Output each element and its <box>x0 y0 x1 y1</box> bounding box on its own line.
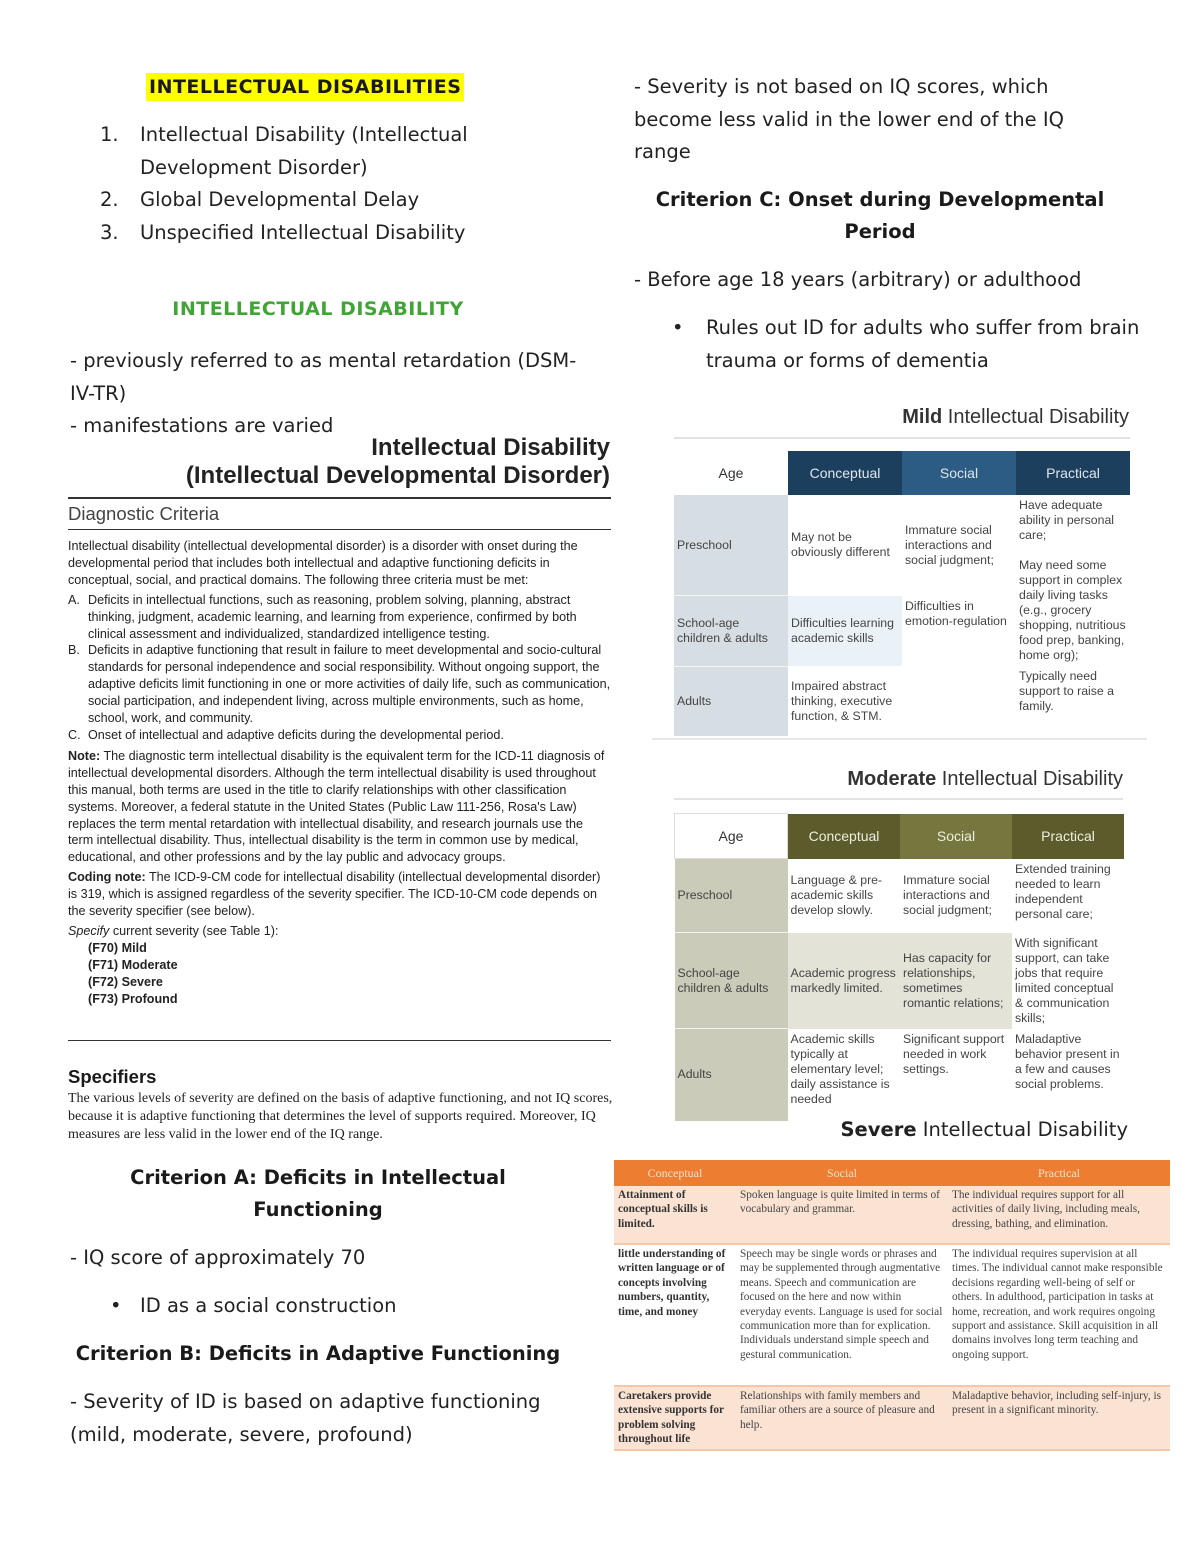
table-header: Practical <box>948 1160 1170 1186</box>
dsm-subtitle: Diagnostic Criteria <box>68 503 220 524</box>
table-cell: Impaired abstract thinking, executive function, & STM. <box>788 666 902 736</box>
divider <box>652 738 1147 740</box>
divider <box>674 798 1123 800</box>
table-cell: Has capacity for relationships, sometimes romantic relations; <box>900 933 1012 1029</box>
dsm-intro: Intellectual disability (intellectual developmental disorder) is a disorder with onset during the developmental period that includes both intellectual and adaptive functioning deficits in conceptual, social, and practical domains. The following three criteria must be met: <box>68 539 578 587</box>
table-cell: Difficulties in emotion-regulation <box>902 596 1016 666</box>
document-title: INTELLECTUAL DISABILITIES <box>146 73 464 101</box>
table-cell: Relationships with family members and familiar others are a source of pleasure and help. <box>736 1386 948 1450</box>
table-cell: School-age children & adults <box>674 596 788 666</box>
moderate-table <box>674 813 1124 1121</box>
table-cell: Academic progress markedly limited. <box>788 933 901 1029</box>
table-header: Conceptual <box>788 814 901 859</box>
table-cell: Adults <box>675 1029 788 1121</box>
divider <box>68 1040 611 1041</box>
table-header: Age <box>675 814 788 859</box>
specifiers-text: The various levels of severity are defined on the basis of adaptive functioning, and not IQ scores, because it is adaptive functioning that determines the level of supports required. Moreover, IQ measures are less valid in the lower end of the IQ range. <box>68 1091 613 1142</box>
divider <box>68 497 611 499</box>
criterion-b-heading: Criterion B: Deficits in Adaptive Functioning <box>75 1342 561 1365</box>
note-text: - manifestations are varied <box>70 414 334 437</box>
mild-table <box>674 451 1130 736</box>
severity-code: (F73) Profound <box>88 991 178 1006</box>
criterion-b: B. Deficits in adaptive functioning that result in failure to meet developmental and socio-cultural standards for personal independence and social responsibility. Without ongoing support, the adaptive deficits limit functioning in one or more activities of daily life, such as communication, social participation, and independent living, across multiple environments, such as home, school, work, and community. <box>68 643 611 726</box>
criterion-b-point: - Severity of ID is based on adaptive functioning (mild, moderate, severe, profound) <box>70 1390 541 1446</box>
table-cell: Caretakers provide extensive supports for problem solving throughout life <box>614 1386 736 1450</box>
table-header: Social <box>902 451 1016 495</box>
table-cell: Maladaptive behavior, including self-injury, is present in a significant minority. <box>948 1386 1170 1450</box>
table-cell: Speech may be single words or phrases and may be supplemented through augmentative means. Speech and communication are focused on the here and now within everyday events. Language is used for social communication more than for explication. Individuals understand simple speech and gestural communication. <box>736 1244 948 1386</box>
table-cell: May not be obviously different <box>788 495 902 596</box>
intro-notes <box>70 345 590 443</box>
bullet-icon: • <box>672 316 684 339</box>
table-cell: Immature social interactions and social judgment; <box>902 495 1016 596</box>
table-cell: Adults <box>674 666 788 736</box>
table-cell: Immature social interactions and social judgment; <box>900 859 1012 933</box>
dsm-specify: Specify current severity (see Table 1): <box>68 923 279 938</box>
list-item: 2. Global Developmental Delay <box>100 188 420 211</box>
severity-code: (F70) Mild <box>88 940 147 955</box>
specifiers-title: Specifiers <box>68 1066 157 1087</box>
table-header: Practical <box>1012 814 1124 859</box>
table-cell: Typically need support to raise a family. <box>1016 666 1130 736</box>
criterion-c-heading: Criterion C: Onset during Developmental Period <box>655 188 1105 243</box>
severe-table <box>614 1160 1170 1451</box>
table-cell <box>902 666 1016 736</box>
table-cell: The individual requires supervision at all times. The individual cannot make responsible decisions regarding well-being of self or others. In adulthood, participation in tasks at home, recreation, and work requires ongoing support and assistance. Skill acquisition in all domains involves long term teaching and ongoing support. <box>948 1244 1170 1386</box>
criterion-a-bullet: • ID as a social construction <box>110 1290 590 1323</box>
table-cell: Language & pre-academic skills develop slowly. <box>788 859 901 933</box>
table-header: Social <box>900 814 1012 859</box>
dsm-title: Intellectual Disability (Intellectual Developmental Disorder) <box>185 434 610 489</box>
table-cell: Extended training needed to learn independent personal care; <box>1012 859 1124 933</box>
divider <box>68 529 611 530</box>
divider <box>674 437 1130 439</box>
bullet-icon: • <box>110 1294 122 1317</box>
table-header: Conceptual <box>788 451 902 495</box>
note-text: - previously referred to as mental retardation (DSM-IV-TR) <box>70 349 577 405</box>
dsm-criteria-text <box>68 538 611 1007</box>
moderate-table-title: Moderate Intellectual Disability <box>847 768 1123 790</box>
table-cell: Spoken language is quite limited in terms of vocabulary and grammar. <box>736 1186 948 1244</box>
table-cell: Preschool <box>674 495 788 596</box>
severity-code: (F71) Moderate <box>88 957 178 972</box>
disability-types-list <box>100 119 520 249</box>
table-cell: Significant support needed in work settings. <box>900 1029 1012 1121</box>
mild-table-title: Mild Intellectual Disability <box>902 406 1129 428</box>
dsm-coding-note: Coding note: The ICD-9-CM code for intellectual disability (intellectual developmental disorder) is 319, which is assigned regardless of the severity specifier. The ICD-10-CM code depends on the severity specifier (see below). <box>68 870 601 919</box>
table-header: Age <box>674 451 788 495</box>
table-cell: Preschool <box>675 859 788 933</box>
criterion-a-heading: Criterion A: Deficits in Intellectual Functioning <box>130 1166 506 1221</box>
table-header: Practical <box>1016 451 1130 495</box>
criterion-a: A. Deficits in intellectual functions, such as reasoning, problem solving, planning, abstract thinking, judgment, academic learning, and learning from experience, confirmed by both clinical assessment and individualized, standardized intelligence testing. <box>68 592 577 641</box>
table-cell: Difficulties learning academic skills <box>788 596 902 666</box>
table-cell: Academic skills typically at elementary level; daily assistance is needed <box>788 1029 901 1121</box>
table-cell: School-age children & adults <box>675 933 788 1029</box>
table-cell: Maladaptive behavior present in a few and causes social problems. <box>1012 1029 1124 1121</box>
list-item: 3. Unspecified Intellectual Disability <box>100 220 466 244</box>
table-cell: Have adequate ability in personal care; May need some support in complex daily living tasks (e.g., grocery shopping, nutritious food prep, banking, home org); <box>1016 495 1130 666</box>
section-heading: INTELLECTUAL DISABILITY <box>172 298 464 320</box>
criterion-c: C. Onset of intellectual and adaptive deficits during the developmental period. <box>68 727 504 742</box>
severe-table-title: Severe Intellectual Disability <box>840 1118 1128 1141</box>
table-cell: little understanding of written language or of concepts involving numbers, quantity, time, and money <box>614 1244 736 1386</box>
criterion-c-bullet: • Rules out ID for adults who suffer from brain trauma or forms of dementia <box>672 312 1152 377</box>
table-header: Social <box>736 1160 948 1186</box>
severity-note: - Severity is not based on IQ scores, which become less valid in the lower end of the IQ range <box>634 75 1064 163</box>
list-item: 1. Intellectual Disability (Intellectual Development Disorder) <box>100 123 468 179</box>
table-header: Conceptual <box>614 1160 736 1186</box>
severity-code: (F72) Severe <box>88 974 163 989</box>
dsm-note: Note: The diagnostic term intellectual disability is the equivalent term for the ICD-11 diagnosis of intellectual developmental disorders. Although the term intellectual disability is used throughout this manual, both terms are used in the title to clarify relationships with other classification systems. Moreover, a federal statute in the United States (Public Law 111-256, Rosa's Law) replaces the term mental retardation with intellectual disability, and research journals use the term intellectual disability. Thus, intellectual disability is the term in common use by medical, educational, and other professions and by the lay public and advocacy groups. <box>68 748 605 865</box>
table-cell: The individual requires support for all activities of daily living, including meals, dressing, bathing, and elimination. <box>948 1186 1170 1244</box>
criterion-c-point: - Before age 18 years (arbitrary) or adulthood <box>634 268 1082 291</box>
table-cell: Attainment of conceptual skills is limited. <box>614 1186 736 1244</box>
table-cell: With significant support, can take jobs that require limited conceptual & communication skills; <box>1012 933 1124 1029</box>
criterion-a-point: - IQ score of approximately 70 <box>70 1246 366 1269</box>
